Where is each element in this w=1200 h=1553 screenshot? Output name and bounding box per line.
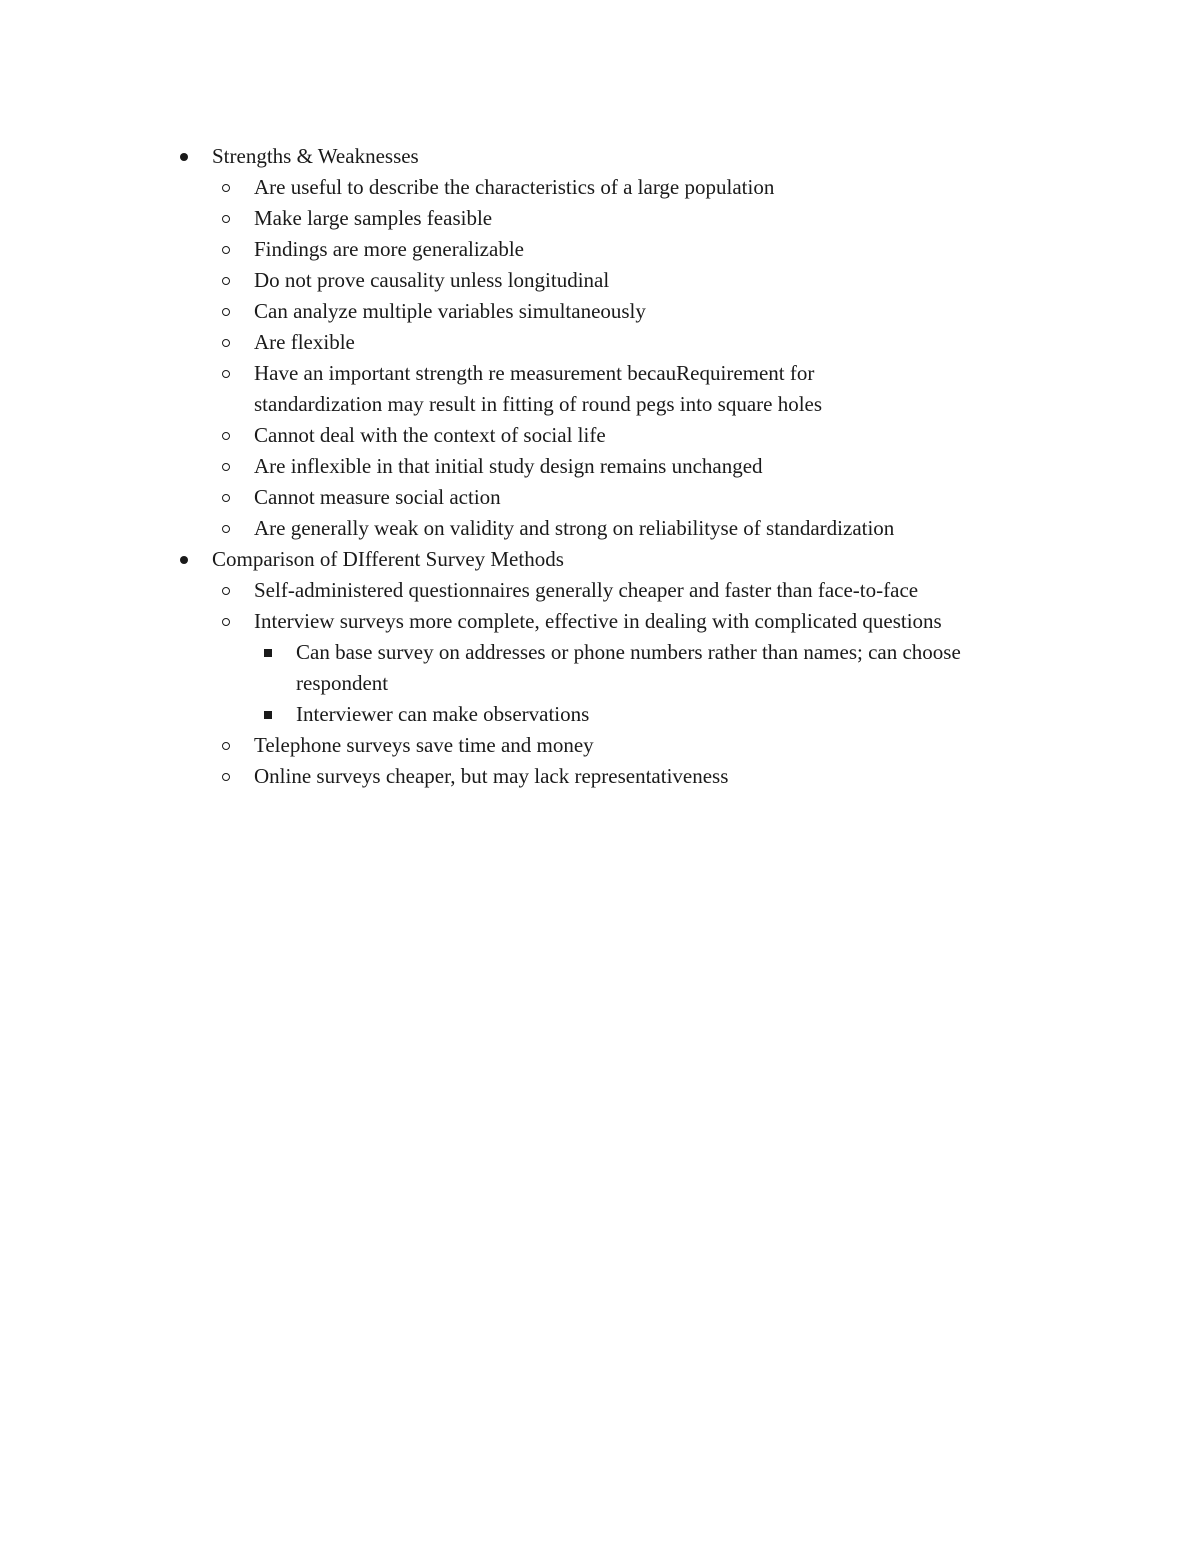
list-item-text: Are flexible: [254, 330, 355, 354]
list-item-text: Interviewer can make observations: [296, 702, 590, 726]
list-item: [212, 606, 1090, 730]
list-item-text: Online surveys cheaper, but may lack representativeness: [254, 764, 729, 788]
list-item: [212, 730, 1090, 761]
list-item: [212, 203, 1090, 234]
list-item: [254, 699, 1090, 730]
list-item: [212, 358, 1090, 420]
list-item-text: Make large samples feasible: [254, 206, 493, 230]
list-item-text: Are useful to describe the characteristics of a large population: [254, 175, 775, 199]
list-item: [212, 513, 1090, 544]
survey-methods-list: [212, 575, 1090, 792]
list-item: [212, 296, 1090, 327]
section-heading: Strengths & Weaknesses: [212, 144, 419, 168]
list-item-text: Are generally weak on validity and strong on reliabilityse of standardization: [254, 516, 895, 540]
list-item: [212, 234, 1090, 265]
list-item: [212, 761, 1090, 792]
list-item-text: Telephone surveys save time and money: [254, 733, 594, 757]
list-item: [212, 451, 1090, 482]
list-item: [254, 637, 1090, 699]
section-heading: Comparison of DIfferent Survey Methods: [212, 547, 564, 571]
list-item-survey-methods: [170, 544, 1090, 792]
list-item-text: Cannot measure social action: [254, 485, 501, 509]
list-item: [212, 482, 1090, 513]
list-item: [212, 265, 1090, 296]
list-item-text: Do not prove causality unless longitudinal: [254, 268, 610, 292]
list-item-strengths-weaknesses: [170, 141, 1090, 544]
list-item-text: Are inflexible in that initial study design remains unchanged: [254, 454, 763, 478]
list-item: [212, 575, 1090, 606]
list-item-text: Can analyze multiple variables simultaneously: [254, 299, 646, 323]
top-level-list: [170, 141, 1090, 792]
strengths-weaknesses-list: [212, 172, 1090, 544]
list-item: [212, 172, 1090, 203]
list-item-text: Self-administered questionnaires generally cheaper and faster than face-to-face: [254, 578, 919, 602]
interview-surveys-sublist: [254, 637, 1090, 730]
list-item-text: Cannot deal with the context of social life: [254, 423, 606, 447]
list-item: [212, 420, 1090, 451]
document-body: [170, 141, 1090, 792]
list-item-text: Can base survey on addresses or phone numbers rather than names; can choose respondent: [296, 640, 961, 695]
list-item-text: Have an important strength re measurement becauRequirement for standardization may result in fitting of round pegs into square holes: [254, 361, 823, 416]
list-item-text: Findings are more generalizable: [254, 237, 524, 261]
list-item-text: Interview surveys more complete, effective in dealing with complicated questions: [254, 609, 942, 633]
list-item: [212, 327, 1090, 358]
